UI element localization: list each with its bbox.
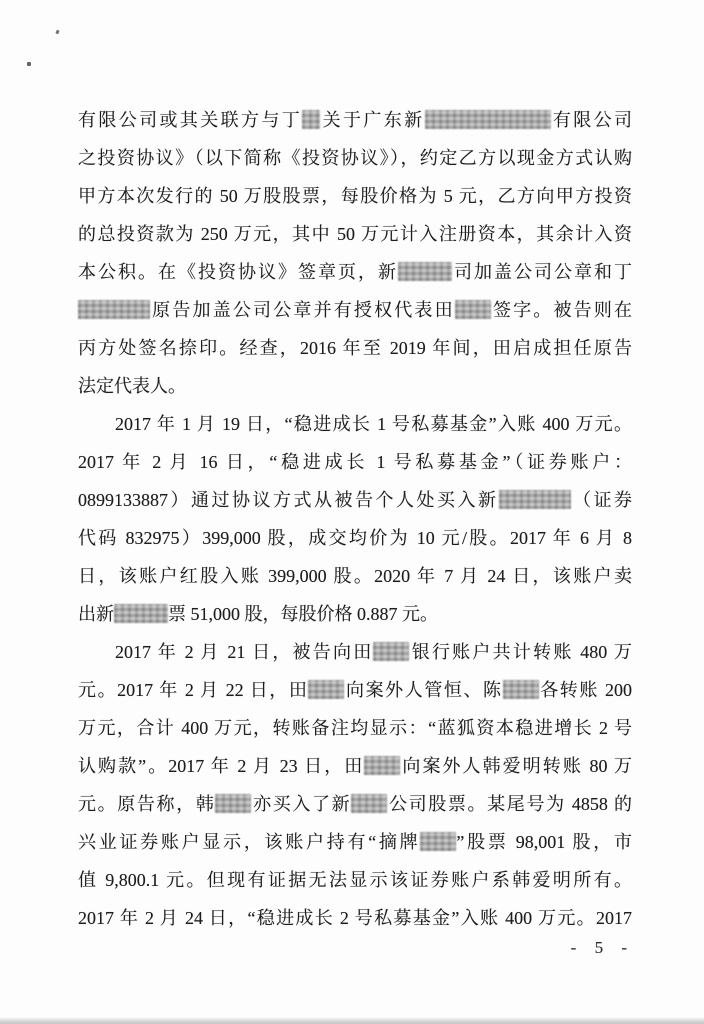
text-run: 的总投资款为 250 万元，其中 50 万元计入注册资本，其余计入资: [78, 224, 632, 244]
text-run: 出新: [78, 604, 114, 624]
text-run: 银行账户共计转账 480 万: [409, 642, 633, 662]
document-body: [78, 101, 632, 937]
redacted-text: [425, 110, 551, 129]
text-run: 元。2017 年 2 月 22 日，田: [78, 680, 309, 700]
text-run: 2017 年 2 月 21 日，被告向田: [115, 642, 374, 662]
document-line: [78, 861, 632, 899]
text-run: 关于广东新: [320, 110, 425, 130]
text-run: 司加盖公司公章和丁: [452, 262, 632, 282]
text-run: 甲方本次发行的 50 万股股票，每股价格为 5 元，乙方向甲方投资: [78, 186, 632, 206]
document-line: [78, 557, 632, 595]
text-run: ”股票 98,001 股，市: [456, 832, 632, 852]
text-run: 值 9,800.1 元。但现有证据无法显示该证券账户系韩爱明所有。: [78, 870, 632, 890]
document-line: [78, 291, 632, 329]
text-run: 向案外人管恒、陈: [344, 680, 503, 700]
redacted-text: [364, 756, 400, 775]
document-line: [78, 899, 632, 937]
redacted-text: [420, 832, 456, 851]
redacted-text: [302, 110, 320, 129]
document-line: [78, 823, 632, 861]
text-run: 丙方处签名捺印。经查，2016 年至 2019 年间，田启成担任原告: [78, 338, 632, 358]
scan-bottom-edge: [0, 1017, 704, 1024]
scan-speck: [27, 62, 31, 66]
text-run: 签字。被告则在: [490, 300, 632, 320]
text-run: 2017 年 2 月 16 日，“稳进成长 1 号私募基金”（证券账户：: [78, 452, 632, 472]
text-run: 日，该账户红股入账 399,000 股。2020 年 7 月 24 日，该账户卖: [78, 566, 632, 586]
text-run: 法定代表人。: [78, 376, 186, 396]
page-number: - 5 -: [570, 938, 634, 957]
document-line: [78, 367, 632, 405]
document-line: [78, 329, 632, 367]
text-run: 万元，合计 400 万元，转账备注均显示：“蓝狐资本稳进增长 2 号: [78, 718, 632, 738]
text-run: 2017 年 1 月 19 日，“稳进成长 1 号私募基金”入账 400 万元。: [115, 414, 632, 434]
redacted-text: [503, 680, 539, 699]
text-run: 向案外人韩爱明转账 80 万: [400, 756, 632, 776]
text-run: 有限公司: [550, 110, 633, 130]
text-run: 代码 832975）399,000 股，成交均价为 10 元/股。2017 年 6 月 8: [78, 528, 632, 548]
redacted-text: [78, 300, 150, 319]
text-run: 本公积。在《投资协议》签章页，新: [78, 262, 398, 282]
document-line: [78, 785, 632, 823]
document-line: [78, 481, 632, 519]
text-run: 兴业证券账户显示，该账户持有“摘牌: [78, 832, 421, 852]
document-line: [78, 405, 632, 443]
redacted-text: [455, 300, 491, 319]
document-line: [78, 671, 632, 709]
text-run: 票 51,000 股，每股价格 0.887 元。: [168, 604, 438, 624]
redacted-text: [351, 794, 387, 813]
document-line: [78, 101, 632, 139]
redacted-text: [308, 680, 344, 699]
text-run: 0899133887）通过协议方式从被告个人处买入新: [78, 490, 499, 510]
text-run: 各转账 200: [538, 680, 633, 700]
text-run: 认购款”。2017 年 2 月 23 日，田: [78, 756, 365, 776]
text-run: （证券: [570, 490, 632, 510]
text-run: 之投资协议》（以下简称《投资协议》），约定乙方以现金方式认购: [78, 148, 632, 168]
text-run: 原告加盖公司公章并有授权代表田: [150, 300, 455, 320]
text-run: 公司股票。某尾号为 4858 的: [387, 794, 633, 814]
text-run: 元。原告称，韩: [78, 794, 216, 814]
text-run: 亦买入了新: [251, 794, 352, 814]
scan-speck: [55, 30, 59, 35]
document-line: [78, 215, 632, 253]
redacted-text: [373, 642, 409, 661]
redacted-text: [215, 794, 251, 813]
text-run: 2017 年 2 月 24 日，“稳进成长 2 号私募基金”入账 400 万元。2017: [78, 908, 632, 928]
text-run: 有限公司或其关联方与丁: [78, 110, 303, 130]
document-line: [78, 709, 632, 747]
redacted-text: [398, 262, 452, 281]
redacted-text: [499, 490, 571, 509]
document-line: [78, 595, 632, 633]
document-line: [78, 747, 632, 785]
document-line: [78, 633, 632, 671]
document-line: [78, 443, 632, 481]
document-line: [78, 519, 632, 557]
document-line: [78, 139, 632, 177]
document-line: [78, 253, 632, 291]
document-line: [78, 177, 632, 215]
redacted-text: [114, 604, 168, 623]
